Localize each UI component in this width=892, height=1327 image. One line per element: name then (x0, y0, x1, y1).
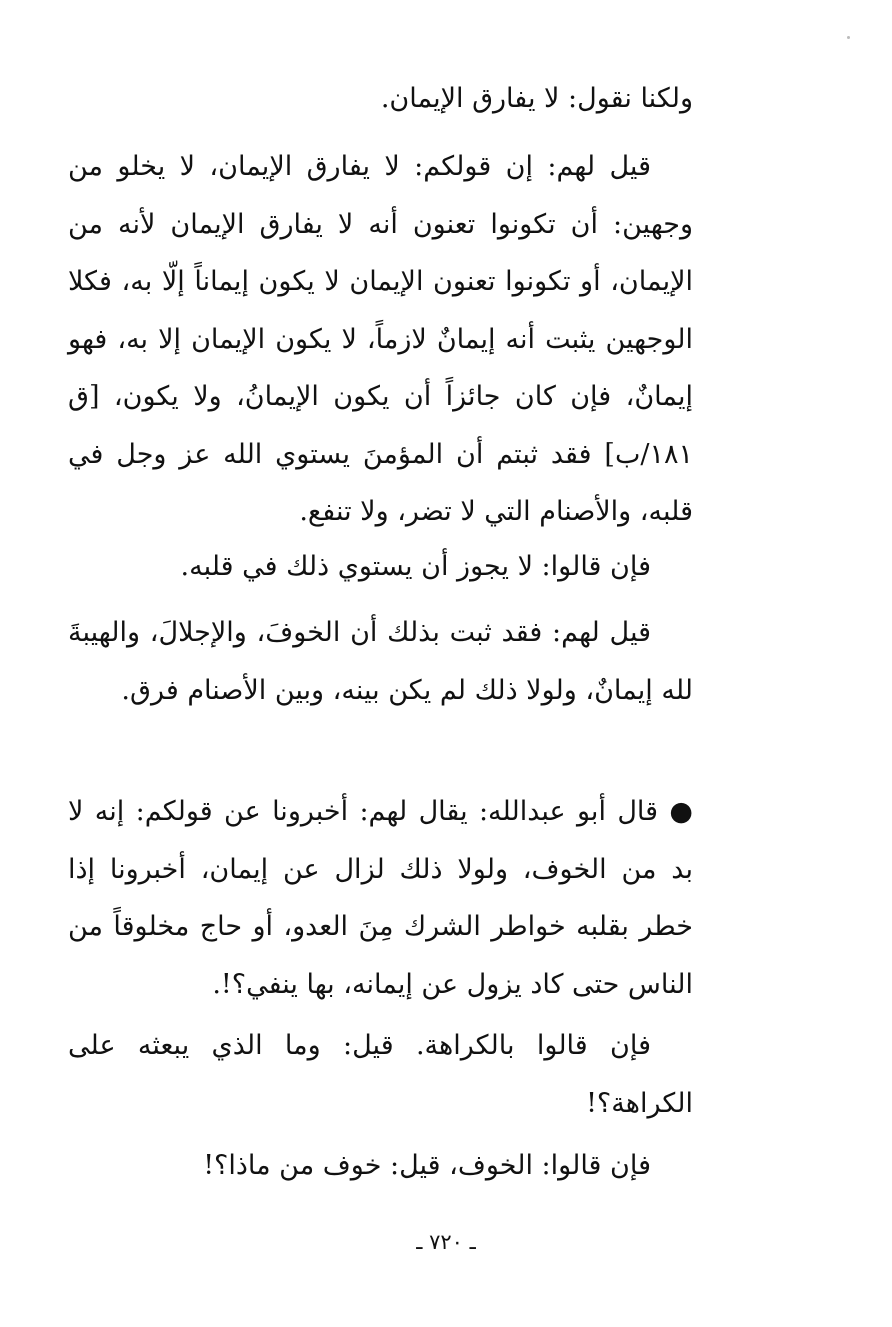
paragraph-1: ولكنا نقول: لا يفارق الإيمان. (380, 83, 693, 114)
paragraph-3: فإن قالوا: لا يجوز أن يستوي ذلك في قلبه. (180, 551, 651, 582)
paragraph-5: ● قال أبو عبدالله: يقال لهم: أخبرونا عن قولكم: إنه لا بد من الخوف، ولولا ذلك لزال عن إيمان، أخبرونا إذا خطر بقلبه خواطر الشرك مِنَ العدو، أو حاج مخلوقاً من الناس حتى كاد يزول عن إيمانه، بها ينفي؟!. (68, 796, 693, 1000)
paragraph-2: قيل لهم: إن قولكم: لا يفارق الإيمان، لا يخلو من وجهين: أن تكونوا تعنون أنه لا يفارق الإيمان لأنه من الإيمان، أو تكونوا تعنون الإيمان لا يكون إيماناً إلّا به، فكلا الوجهين يثبت أنه إيمانٌ لازماً، لا يكون الإيمان إلا به، فهو إيمانٌ، فإن كان جائزاً أن يكون الإيمانُ، ولا يكون، [ق ١٨١/ب] فقد ثبتم أن المؤمنَ يستوي الله عز وجل في قلبه، والأصنام التي لا تضر، ولا تنفع. (68, 151, 693, 527)
paragraph-7: فإن قالوا: الخوف، قيل: خوف من ماذا؟! (203, 1150, 651, 1181)
paragraph-6: فإن قالوا بالكراهة. قيل: وما الذي يبعثه على الكراهة؟! (68, 1030, 693, 1119)
paragraph-4: قيل لهم: فقد ثبت بذلك أن الخوفَ، والإجلالَ، والهيبةَ لله إيمانٌ، ولولا ذلك لم يكن بينه، وبين الأصنام فرق. (68, 617, 693, 706)
page-number: ـ ٧٢٠ ـ (416, 1230, 476, 1254)
scan-speck (847, 36, 850, 39)
